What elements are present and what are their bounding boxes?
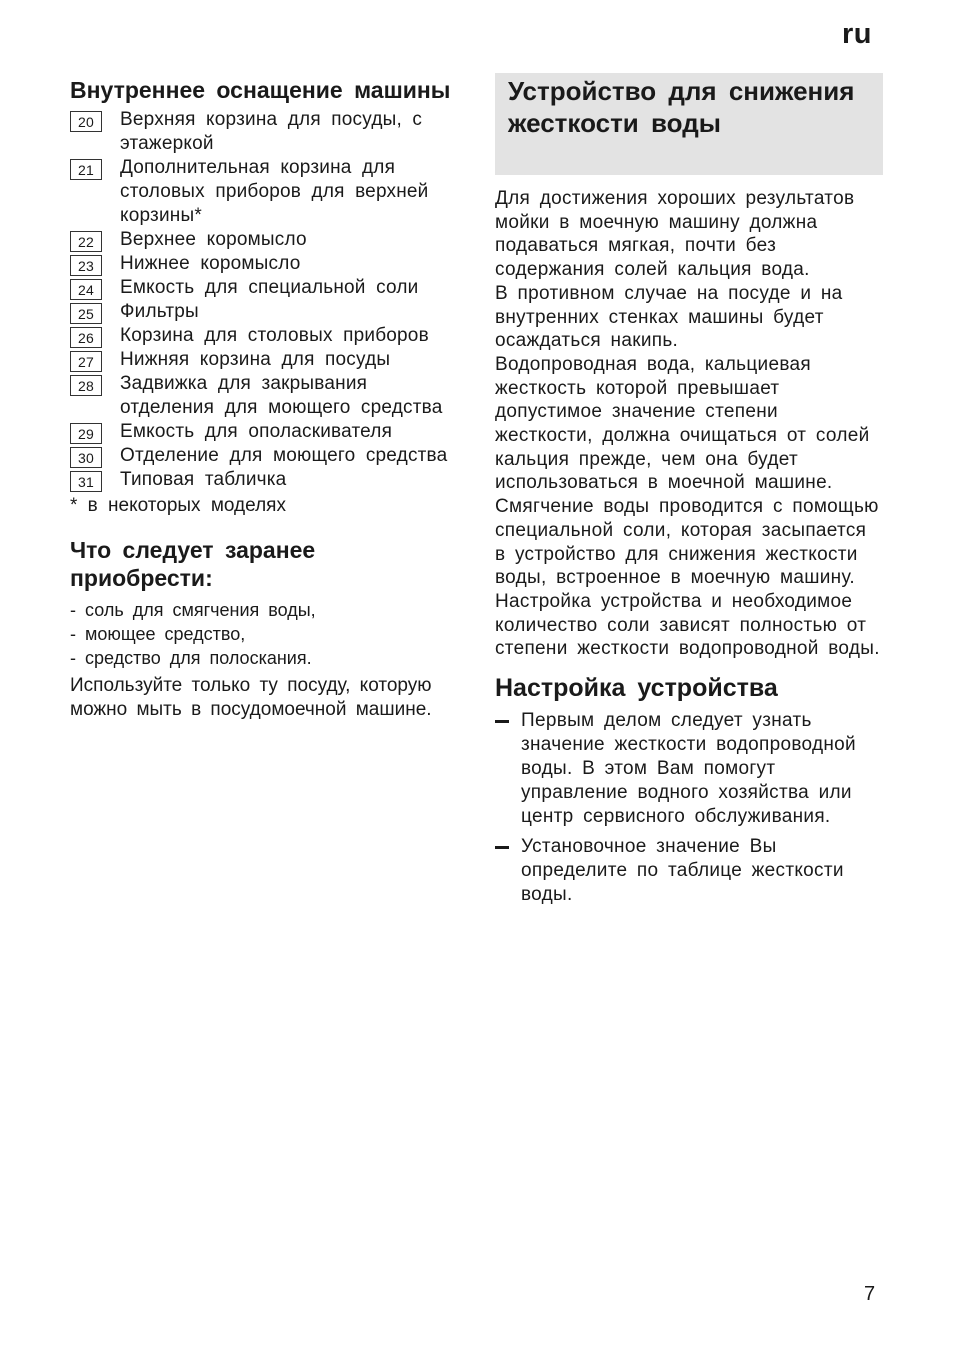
item-number: 31 xyxy=(70,471,102,492)
list-item xyxy=(70,156,460,228)
list-item xyxy=(70,444,460,468)
paragraph: Настройка устройства и необходимое количество соли зависят полностью от степени жесткости водопроводной воды. xyxy=(495,590,880,660)
item-text: Емкость для ополаскивателя xyxy=(120,421,393,442)
item-number: 27 xyxy=(70,351,102,372)
item-number: 20 xyxy=(70,111,102,132)
item-text: Фильтры xyxy=(120,301,199,322)
item-number: 24 xyxy=(70,279,102,300)
list-item: - моющее средство, xyxy=(70,624,246,644)
parts-list xyxy=(70,108,460,492)
item-number: 28 xyxy=(70,375,102,396)
dishware-note: Используйте только ту посуду, которую можно мыть в посудомоечной машине. xyxy=(70,675,432,720)
dash-bullet-icon xyxy=(495,720,509,723)
section-title-interior: Внутреннее оснащение машины xyxy=(70,77,451,103)
item-number: 22 xyxy=(70,231,102,252)
item-text: Типовая табличка xyxy=(120,469,287,490)
item-text: Нижнее коромысло xyxy=(120,253,301,274)
paragraph: Для достижения хороших результатов мойки в моечную машину должна подаваться мягкая, почти без содержания солей кальция вода. xyxy=(495,188,855,281)
list-item xyxy=(70,420,460,444)
section-title-softener: Устройство для снижения жесткости воды xyxy=(508,76,855,138)
list-item xyxy=(70,228,460,252)
list-item xyxy=(495,835,883,907)
list-item xyxy=(70,468,460,492)
list-item xyxy=(70,324,460,348)
item-text: Задвижка для закрывания отделения для моющего средства xyxy=(120,373,443,418)
list-item xyxy=(70,372,460,420)
item-number: 23 xyxy=(70,255,102,276)
paragraph: Смягчение воды проводится с помощью специальной соли, которая засыпается в устройство для снижения жесткости воды, встроенное в моечную машину. xyxy=(495,496,879,589)
item-text: Верхнее коромысло xyxy=(120,229,307,250)
list-item xyxy=(495,709,883,829)
item-text: Корзина для столовых приборов xyxy=(120,325,429,346)
left-column xyxy=(70,76,460,722)
language-code: ru xyxy=(842,18,872,50)
footnote: * в некоторых моделях xyxy=(70,495,286,516)
section-title-setup: Настройка устройства xyxy=(495,674,778,703)
item-text: Верхняя корзина для посуды, с этажеркой xyxy=(120,109,423,154)
section-title-buy: Что следует заранее приобрести: xyxy=(70,537,316,591)
item-text: Дополнительная корзина для столовых приборов для верхней корзины* xyxy=(120,157,429,226)
bullet-text: Первым делом следует узнать значение жесткости водопроводной воды. В этом Вам помогут управление водного хозяйства или центр сервисного обслуживания. xyxy=(521,710,856,828)
softener-body xyxy=(495,187,883,661)
buy-list xyxy=(70,598,460,670)
list-item: - соль для смягчения воды, xyxy=(70,600,316,620)
section-header-box xyxy=(495,73,883,175)
paragraph: Водопроводная вода, кальциевая жесткость которой превышает допустимое значение степени жесткости, должна очищаться от солей кальция прежде, чем она будет использоваться в моечной машине. xyxy=(495,353,870,494)
paragraph: В противном случае на посуде и на внутренних стенках машины будет осаждаться накипь. xyxy=(495,282,843,352)
item-number: 30 xyxy=(70,447,102,468)
bullet-text: Установочное значение Вы определите по таблице жесткости воды. xyxy=(521,836,844,906)
item-number: 26 xyxy=(70,327,102,348)
list-item xyxy=(70,276,460,300)
item-number: 21 xyxy=(70,159,102,180)
list-item: - средство для полоскания. xyxy=(70,648,312,668)
right-column xyxy=(495,73,883,913)
list-item xyxy=(70,348,460,372)
list-item xyxy=(70,108,460,156)
item-number: 25 xyxy=(70,303,102,324)
item-number: 29 xyxy=(70,423,102,444)
list-item xyxy=(70,300,460,324)
item-text: Отделение для моющего средства xyxy=(120,445,448,466)
list-item xyxy=(70,252,460,276)
item-text: Емкость для специальной соли xyxy=(120,277,419,298)
dash-bullet-icon xyxy=(495,846,509,849)
item-text: Нижняя корзина для посуды xyxy=(120,349,391,370)
page-number: 7 xyxy=(864,1283,876,1305)
